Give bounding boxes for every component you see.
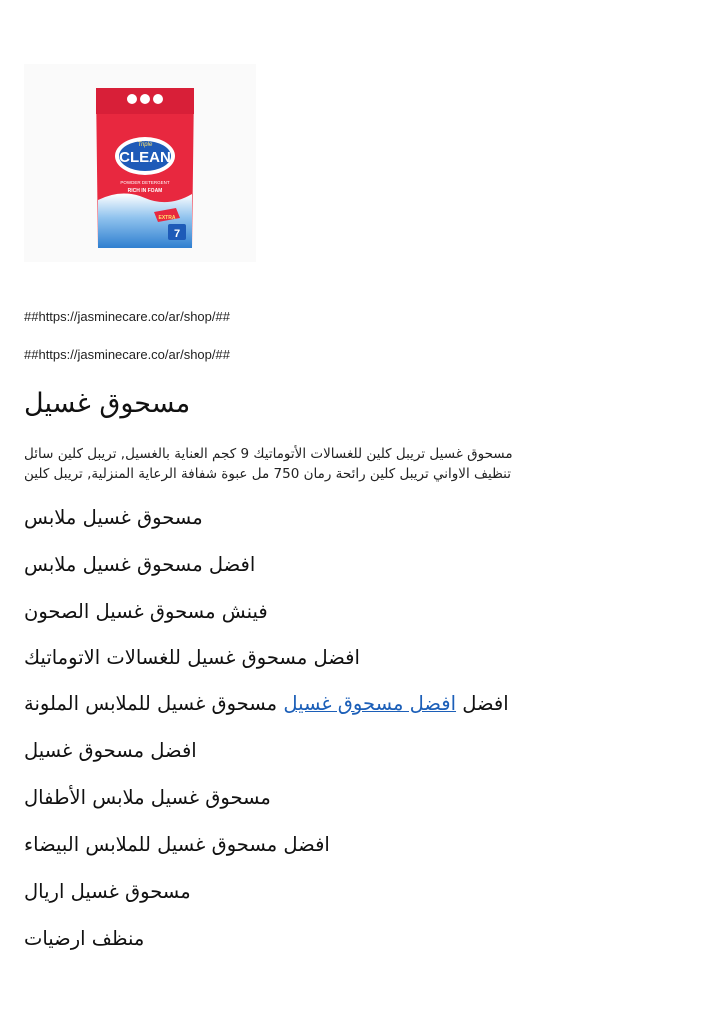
heading: افضل مسحوق غسيل ملابس <box>24 553 256 576</box>
svg-text:7: 7 <box>173 228 181 240</box>
svg-text:RICH IN FOAM: RICH IN FOAM <box>127 188 163 194</box>
bag-label-text <box>92 84 198 252</box>
source-url[interactable]: ##https://jasminecare.co/ar/shop/## <box>24 309 230 324</box>
description-line: مسحوق غسيل تريبل كلين للغسالات الأتوماتيك 9 كجم العناية بالغسيل, تريبل كلين سائل <box>24 446 513 462</box>
heading: مسحوق غسيل اريال <box>24 880 191 903</box>
heading: افضل مسحوق غسيل للغسالات الاتوماتيك <box>24 646 360 669</box>
svg-text:POWDER DETERGENT: POWDER DETERGENT <box>120 180 170 185</box>
heading: فينش مسحوق غسيل الصحون <box>24 600 268 623</box>
svg-text:Triple: Triple <box>137 142 153 148</box>
heading-link[interactable]: افضل مسحوق غسيل <box>283 692 457 715</box>
heading-with-link <box>24 692 509 715</box>
description-line: تنظيف الاواني تريبل كلين رائحة رمان 750 مل عبوة شفافة الرعاية المنزلية, تريبل كلين <box>24 466 511 482</box>
heading: مسحوق غسيل ملابس الأطفال <box>24 786 271 809</box>
page-title: مسحوق غسيل <box>24 388 191 419</box>
source-url[interactable]: ##https://jasminecare.co/ar/shop/## <box>24 347 230 362</box>
heading-text: افضل <box>462 692 509 715</box>
svg-text:EXTRA: EXTRA <box>158 215 176 221</box>
heading: منظف ارضيات <box>24 927 145 950</box>
heading: افضل مسحوق غسيل <box>24 739 197 762</box>
heading: مسحوق غسيل ملابس <box>24 506 203 529</box>
heading-text: مسحوق غسيل للملابس الملونة <box>24 692 278 715</box>
heading: افضل مسحوق غسيل للملابس البيضاء <box>24 833 330 856</box>
description <box>24 444 684 484</box>
product-image <box>24 64 256 262</box>
svg-text:CLEAN: CLEAN <box>119 149 171 166</box>
